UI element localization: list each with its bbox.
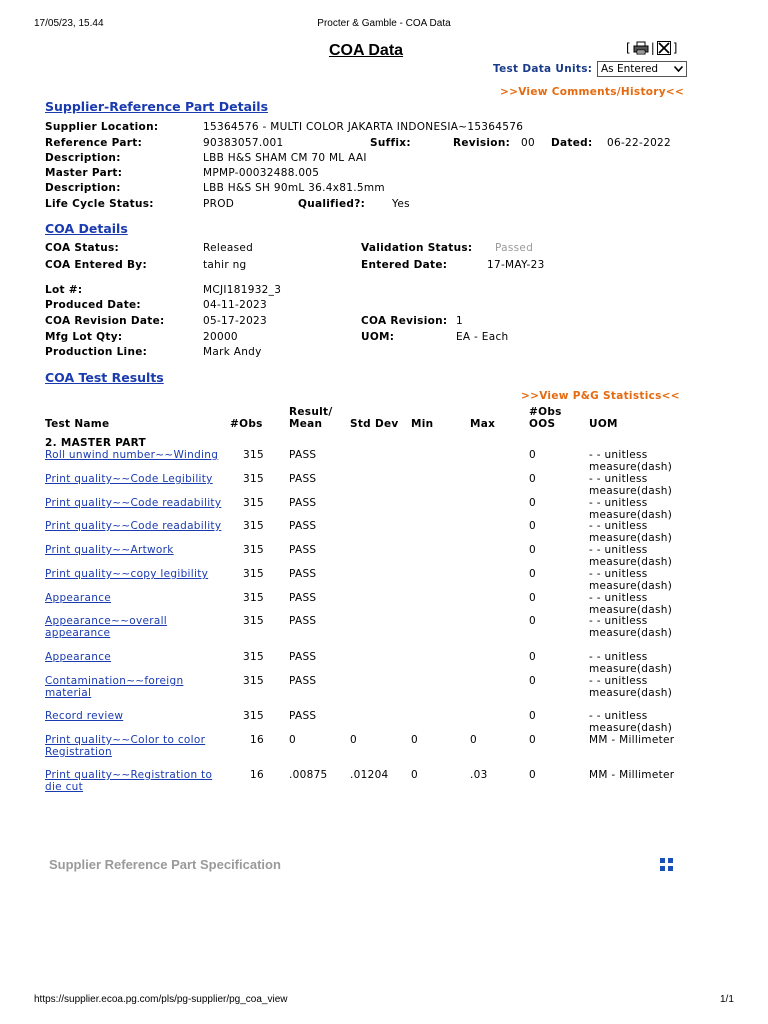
- lot-value: MCJI181932_3: [203, 284, 282, 296]
- obs-cell: 315: [243, 473, 264, 485]
- obs-cell: 315: [243, 615, 264, 627]
- oos-cell: 0: [529, 651, 536, 663]
- printer-icon[interactable]: [633, 41, 649, 55]
- test-name-link[interactable]: Print quality~~Artwork: [45, 544, 174, 556]
- result-cell: PASS: [289, 675, 317, 687]
- uom-cell: - - unitless: [589, 449, 648, 461]
- entered-date-value: 17-MAY-23: [487, 259, 545, 271]
- view-statistics-link[interactable]: >>View P&G Statistics<<: [521, 390, 680, 402]
- oos-cell: 0: [529, 769, 536, 781]
- col-oos-1: #Obs: [529, 406, 562, 418]
- test-name-link[interactable]: Appearance: [45, 592, 112, 604]
- obs-cell: 16: [250, 769, 264, 781]
- oos-cell: 0: [529, 544, 536, 556]
- coa-revision-date-value: 05-17-2023: [203, 315, 268, 327]
- chevron-down-icon: [674, 62, 683, 76]
- revision-label: Revision:: [453, 137, 511, 149]
- obs-cell: 315: [243, 710, 264, 722]
- test-name-link[interactable]: Print quality~~Code readability: [45, 497, 222, 509]
- obs-cell: 315: [243, 544, 264, 556]
- uom-value: EA - Each: [456, 331, 509, 343]
- production-line-value: Mark Andy: [203, 346, 262, 358]
- view-comments-link[interactable]: >>View Comments/History<<: [500, 86, 685, 98]
- col-obs: #Obs: [230, 418, 263, 430]
- result-cell: PASS: [289, 544, 317, 556]
- coa-details-heading: COA Details: [45, 221, 128, 236]
- uom-cell: - - unitless: [589, 592, 648, 604]
- grid-expand-icon[interactable]: [660, 858, 673, 871]
- result-cell: PASS: [289, 449, 317, 461]
- uom-cell-cont: measure(dash): [589, 663, 673, 675]
- print-title: Procter & Gamble - COA Data: [317, 18, 451, 29]
- test-name-link-cont[interactable]: material: [45, 687, 92, 699]
- obs-cell: 315: [243, 449, 264, 461]
- coa-revision-label: COA Revision:: [361, 315, 448, 327]
- oos-cell: 0: [529, 710, 536, 722]
- min-cell: 0: [411, 734, 418, 746]
- col-test-name: Test Name: [45, 418, 110, 430]
- master-part-value: MPMP-00032488.005: [203, 167, 320, 179]
- coa-status-value: Released: [203, 242, 254, 254]
- oos-cell: 0: [529, 615, 536, 627]
- mfg-lot-qty-label: Mfg Lot Qty:: [45, 331, 123, 343]
- supplier-location-label: Supplier Location:: [45, 121, 159, 133]
- qualified-value: Yes: [392, 198, 410, 210]
- uom-cell-cont: measure(dash): [589, 532, 673, 544]
- dated-label: Dated:: [551, 137, 593, 149]
- result-cell: PASS: [289, 520, 317, 532]
- test-name-link[interactable]: Print quality~~Code readability: [45, 520, 222, 532]
- entered-date-label: Entered Date:: [361, 259, 448, 271]
- col-min: Min: [411, 418, 434, 430]
- test-name-link[interactable]: Roll unwind number~~Winding: [45, 449, 219, 461]
- min-cell: 0: [411, 769, 418, 781]
- uom-cell: - - unitless: [589, 615, 648, 627]
- uom-cell-cont: measure(dash): [589, 722, 673, 734]
- obs-cell: 315: [243, 675, 264, 687]
- uom-cell-cont: measure(dash): [589, 580, 673, 592]
- lot-label: Lot #:: [45, 284, 83, 296]
- std-dev-cell: 0: [350, 734, 357, 746]
- result-cell: PASS: [289, 568, 317, 580]
- validation-status-label: Validation Status:: [361, 242, 473, 254]
- description2-value: LBB H&S SH 90mL 36.4x81.5mm: [203, 182, 385, 194]
- oos-cell: 0: [529, 568, 536, 580]
- spec-section-label: Supplier Reference Part Specification: [49, 857, 281, 872]
- supplier-location-value: 15364576 - MULTI COLOR JAKARTA INDONESIA~15364576: [203, 121, 524, 133]
- print-datetime: 17/05/23, 15.44: [34, 18, 104, 29]
- test-name-link[interactable]: Record review: [45, 710, 124, 722]
- obs-cell: 315: [243, 497, 264, 509]
- col-max: Max: [470, 418, 496, 430]
- uom-cell-cont: measure(dash): [589, 604, 673, 616]
- uom-cell: - - unitless: [589, 473, 648, 485]
- col-result-2: Mean: [289, 418, 323, 430]
- uom-label: UOM:: [361, 331, 395, 343]
- uom-cell-cont: measure(dash): [589, 556, 673, 568]
- revision-value: 00: [521, 137, 535, 149]
- test-name-link[interactable]: Print quality~~Color to color: [45, 734, 206, 746]
- uom-cell: - - unitless: [589, 568, 648, 580]
- result-cell: PASS: [289, 651, 317, 663]
- life-cycle-value: PROD: [203, 198, 235, 210]
- coa-status-label: COA Status:: [45, 242, 120, 254]
- result-cell: PASS: [289, 497, 317, 509]
- uom-cell: - - unitless: [589, 520, 648, 532]
- result-cell: .00875: [289, 769, 328, 781]
- obs-cell: 315: [243, 520, 264, 532]
- reference-part-label: Reference Part:: [45, 137, 143, 149]
- test-name-link[interactable]: Print quality~~Registration to: [45, 769, 213, 781]
- uom-cell-cont: measure(dash): [589, 461, 673, 473]
- test-name-link[interactable]: Contamination~~foreign: [45, 675, 184, 687]
- produced-date-value: 04-11-2023: [203, 299, 268, 311]
- col-oos-2: OOS: [529, 418, 556, 430]
- test-name-link[interactable]: Print quality~~Code Legibility: [45, 473, 213, 485]
- description2-label: Description:: [45, 182, 121, 194]
- life-cycle-label: Life Cycle Status:: [45, 198, 154, 210]
- max-cell: .03: [470, 769, 488, 781]
- uom-cell: - - unitless: [589, 675, 648, 687]
- close-box-icon[interactable]: [657, 41, 671, 55]
- obs-cell: 315: [243, 651, 264, 663]
- uom-cell: MM - Millimeter: [589, 769, 675, 781]
- oos-cell: 0: [529, 675, 536, 687]
- test-name-link[interactable]: Print quality~~copy legibility: [45, 568, 209, 580]
- col-result-1: Result/: [289, 406, 333, 418]
- oos-cell: 0: [529, 520, 536, 532]
- oos-cell: 0: [529, 734, 536, 746]
- units-select[interactable]: [597, 61, 687, 77]
- uom-cell: - - unitless: [589, 651, 648, 663]
- suffix-label: Suffix:: [370, 137, 411, 149]
- description1-label: Description:: [45, 152, 121, 164]
- validation-status-value: Passed: [495, 242, 534, 254]
- production-line-label: Production Line:: [45, 346, 148, 358]
- qualified-label: Qualified?:: [298, 198, 366, 210]
- reference-part-value: 90383057.001: [203, 137, 284, 149]
- uom-cell: - - unitless: [589, 710, 648, 722]
- oos-cell: 0: [529, 592, 536, 604]
- uom-cell-cont: measure(dash): [589, 509, 673, 521]
- result-cell: PASS: [289, 615, 317, 627]
- uom-cell: MM - Millimeter: [589, 734, 675, 746]
- uom-cell: - - unitless: [589, 544, 648, 556]
- units-label: Test Data Units:: [493, 63, 593, 75]
- master-part-label: Master Part:: [45, 167, 123, 179]
- std-dev-cell: .01204: [350, 769, 389, 781]
- test-name-link[interactable]: Appearance~~overall: [45, 615, 168, 627]
- page-title: COA Data: [328, 42, 404, 59]
- test-name-link-cont[interactable]: die cut: [45, 781, 84, 793]
- result-cell: PASS: [289, 592, 317, 604]
- units-selected-value: As Entered: [601, 63, 659, 75]
- print-url: https://supplier.ecoa.pg.com/pls/pg-supplier/pg_coa_view: [34, 994, 288, 1005]
- col-uom: UOM: [589, 418, 618, 430]
- uom-cell-cont: measure(dash): [589, 485, 673, 497]
- test-name-link[interactable]: Appearance: [45, 651, 112, 663]
- description1-value: LBB H&S SHAM CM 70 ML AAI: [203, 152, 367, 164]
- obs-cell: 16: [250, 734, 264, 746]
- coa-entered-by-value: tahir ng: [203, 259, 247, 271]
- coa-revision-date-label: COA Revision Date:: [45, 315, 165, 327]
- toolbar-open-bracket: [: [626, 41, 631, 55]
- print-page-number: 1/1: [720, 994, 734, 1005]
- uom-cell-cont: measure(dash): [589, 687, 673, 699]
- test-results-heading: COA Test Results: [45, 370, 164, 385]
- supplier-ref-heading: Supplier-Reference Part Details: [45, 99, 269, 114]
- mfg-lot-qty-value: 20000: [203, 331, 238, 343]
- toolbar-divider: |: [650, 41, 655, 55]
- result-cell: PASS: [289, 473, 317, 485]
- test-name-link-cont[interactable]: Registration: [45, 746, 112, 758]
- produced-date-label: Produced Date:: [45, 299, 141, 311]
- coa-revision-value: 1: [456, 315, 463, 327]
- oos-cell: 0: [529, 497, 536, 509]
- dated-value: 06-22-2022: [607, 137, 672, 149]
- max-cell: 0: [470, 734, 477, 746]
- oos-cell: 0: [529, 473, 536, 485]
- obs-cell: 315: [243, 568, 264, 580]
- toolbar-close-bracket: ]: [672, 41, 678, 55]
- oos-cell: 0: [529, 449, 536, 461]
- result-cell: PASS: [289, 710, 317, 722]
- coa-entered-by-label: COA Entered By:: [45, 259, 147, 271]
- test-name-link-cont[interactable]: appearance: [45, 627, 111, 639]
- result-cell: 0: [289, 734, 296, 746]
- obs-cell: 315: [243, 592, 264, 604]
- toolbar: [626, 41, 677, 55]
- uom-cell: - - unitless: [589, 497, 648, 509]
- group-label: 2. MASTER PART: [45, 437, 146, 449]
- uom-cell-cont: measure(dash): [589, 627, 673, 639]
- col-std-dev: Std Dev: [350, 418, 399, 430]
